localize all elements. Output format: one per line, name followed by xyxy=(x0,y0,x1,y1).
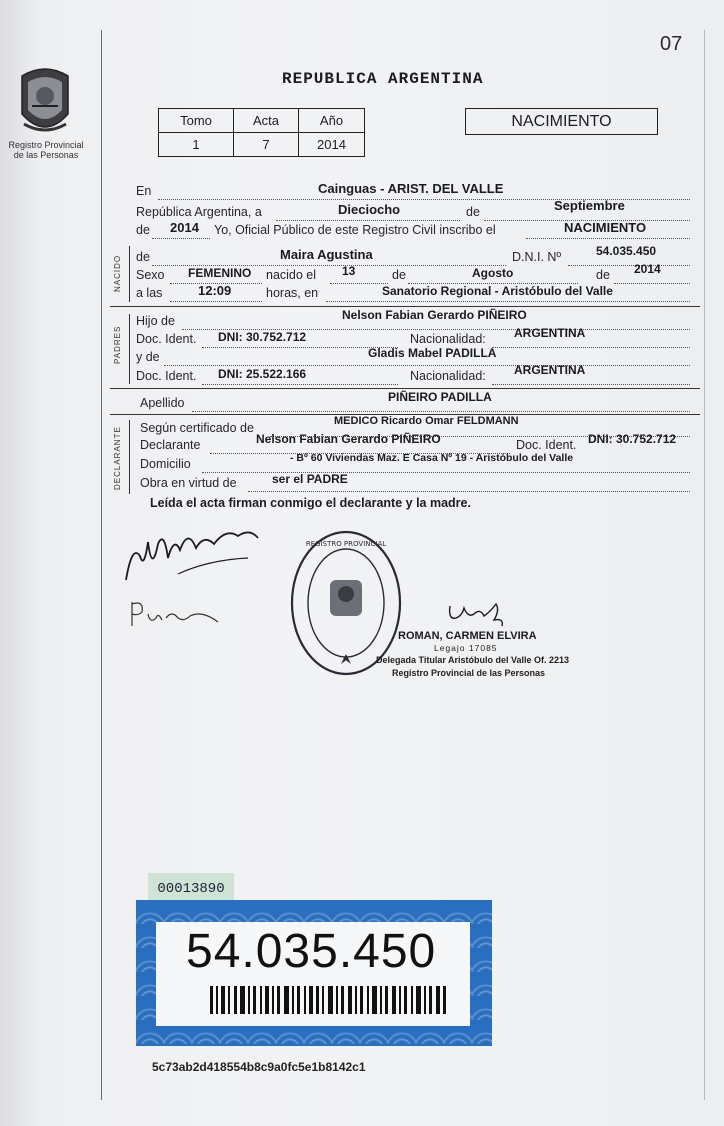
value-mother-doc: DNI: 25.522.166 xyxy=(218,367,307,381)
value-anio: 2014 xyxy=(299,133,365,157)
dots xyxy=(248,491,690,492)
value-name: Maira Agustina xyxy=(280,247,373,262)
value-place: Cainguas - ARIST. DEL VALLE xyxy=(318,181,504,196)
value-father: Nelson Fabian Gerardo PIÑEIRO xyxy=(342,308,527,322)
value-father-doc: DNI: 30.752.712 xyxy=(218,330,307,344)
value-dni: 54.035.450 xyxy=(596,244,657,258)
value-mother: Gladis Mabel PADILLA xyxy=(368,346,497,360)
label-de3: de xyxy=(596,268,610,282)
record-table xyxy=(158,108,365,157)
label-nacionalidad2: Nacionalidad: xyxy=(410,369,486,383)
label-domicilio: Domicilio xyxy=(140,457,191,471)
dots xyxy=(492,384,690,385)
label-a-las: a las xyxy=(136,286,163,300)
header-tomo: Tomo xyxy=(159,109,234,133)
row-address xyxy=(136,452,690,475)
registry-seal-icon xyxy=(14,62,76,140)
label-dni: D.N.I. Nº xyxy=(512,250,562,264)
value-certificate: MEDICO Ricardo Omar FELDMANN xyxy=(334,415,519,427)
value-surname: PIÑEIRO PADILLA xyxy=(388,390,492,404)
value-sex: FEMENINO xyxy=(188,266,252,280)
signatory-registry: Registro Provincial de las Personas xyxy=(392,668,546,678)
value-declarant-doc: DNI: 30.752.712 xyxy=(588,432,677,446)
id-label-band xyxy=(136,900,492,1046)
nacido-rule xyxy=(129,246,130,302)
registry-logo-text: Registro Provincial de las Personas xyxy=(8,140,84,160)
row-inscribe xyxy=(136,220,690,241)
margin-line xyxy=(101,30,102,1100)
dots xyxy=(526,238,690,239)
label-de-nac: de xyxy=(136,250,150,264)
divider xyxy=(110,388,700,389)
signatory-title: Delegada Titular Aristóbulo del Valle Of. 2213 xyxy=(376,655,570,665)
value-day-words: Dieciocho xyxy=(338,202,401,217)
label-apellido: Apellido xyxy=(140,396,185,410)
dots xyxy=(326,301,690,302)
side-label-nacido: NACIDO xyxy=(113,254,122,292)
dots xyxy=(276,220,460,221)
value-mother-nat: ARGENTINA xyxy=(514,363,586,377)
dots xyxy=(202,384,398,385)
label-de-prefix: de xyxy=(136,223,150,237)
right-margin-line xyxy=(704,30,705,1100)
id-label xyxy=(156,922,470,1026)
value-birth-place: Sanatorio Regional - Aristóbulo del Valle xyxy=(382,284,613,298)
label-nacionalidad: Nacionalidad: xyxy=(410,332,486,346)
closing-text: Leída el acta firman conmigo el declarante y la madre. xyxy=(150,496,471,510)
label-horas-en: horas, en xyxy=(266,286,319,300)
value-birth-year: 2014 xyxy=(634,262,661,276)
value-tomo: 1 xyxy=(159,133,234,157)
value-acta: 7 xyxy=(234,133,299,157)
label-de: de xyxy=(466,205,480,219)
dots xyxy=(170,301,262,302)
serial-number: 00013890 xyxy=(148,873,234,905)
label-yo-oficial: Yo, Oficial Público de este Registro Civil inscribo el xyxy=(214,223,496,237)
dots xyxy=(614,283,690,284)
label-doc-ident2: Doc. Ident. xyxy=(136,369,197,383)
row-by-virtue xyxy=(136,472,690,494)
value-declarant: Nelson Fabian Gerardo PIÑEIRO xyxy=(256,432,441,446)
official-signature-icon xyxy=(446,596,506,630)
barcode-icon xyxy=(210,986,450,1014)
value-birth-month: Agosto xyxy=(472,266,514,280)
mother-signature-icon xyxy=(128,596,238,632)
row-mother xyxy=(136,346,690,368)
dots xyxy=(164,365,690,366)
dots xyxy=(492,347,690,348)
page-number: 07 xyxy=(660,33,683,55)
country-title: REPUBLICA ARGENTINA xyxy=(282,70,484,88)
signatory-name: ROMAN, CARMEN ELVIRA xyxy=(398,630,537,642)
declarante-rule xyxy=(129,420,130,494)
row-time xyxy=(136,283,690,304)
label-doc-ident: Doc. Ident. xyxy=(136,332,197,346)
label-hijo-de: Hijo de xyxy=(136,314,175,328)
value-by-virtue: ser el PADRE xyxy=(272,472,348,486)
value-time: 12:09 xyxy=(198,283,232,298)
padres-rule xyxy=(129,314,130,384)
dots xyxy=(568,265,690,266)
row-surname xyxy=(136,390,690,414)
dni-large-number: 54.035.450 xyxy=(186,925,437,978)
side-label-declarante: DECLARANTE xyxy=(113,426,122,490)
value-address: - Bº 60 Viviendas Maz. E Casa Nº 19 - Aristóbulo del Valle xyxy=(290,452,574,464)
document-hash: 5c73ab2d418554b8c9a0fc5e1b8142c1 xyxy=(152,1060,366,1074)
label-segun: Según certificado de xyxy=(140,421,254,435)
value-father-nat: ARGENTINA xyxy=(514,326,586,340)
signatory-legajo: Legajo 17085 xyxy=(434,643,498,653)
label-en: En xyxy=(136,184,152,198)
label-obra: Obra en virtud de xyxy=(140,476,237,490)
svg-text:REGISTRO PROVINCIAL: REGISTRO PROVINCIAL xyxy=(305,540,387,548)
row-mother-doc xyxy=(136,363,690,387)
dots xyxy=(192,411,690,412)
value-birth-day: 13 xyxy=(342,264,356,278)
record-type-box: NACIMIENTO xyxy=(465,108,658,135)
label-sexo: Sexo xyxy=(136,268,165,282)
value-inscribe: NACIMIENTO xyxy=(564,220,647,235)
value-year: 2014 xyxy=(170,220,199,235)
side-label-padres: PADRES xyxy=(113,325,122,364)
dots xyxy=(330,283,388,284)
dots xyxy=(152,238,210,239)
divider xyxy=(110,306,700,307)
label-de2: de xyxy=(392,268,406,282)
label-doc-ident3: Doc. Ident. xyxy=(516,438,577,452)
label-declarante: Declarante xyxy=(140,438,201,452)
label-republica: República Argentina, a xyxy=(136,205,262,219)
value-month: Septiembre xyxy=(554,198,625,213)
label-nacido-el: nacido el xyxy=(266,268,317,282)
header-acta: Acta xyxy=(234,109,299,133)
header-anio: Año xyxy=(299,109,365,133)
label-y-de: y de xyxy=(136,350,160,364)
declarant-signature-icon xyxy=(118,514,268,594)
